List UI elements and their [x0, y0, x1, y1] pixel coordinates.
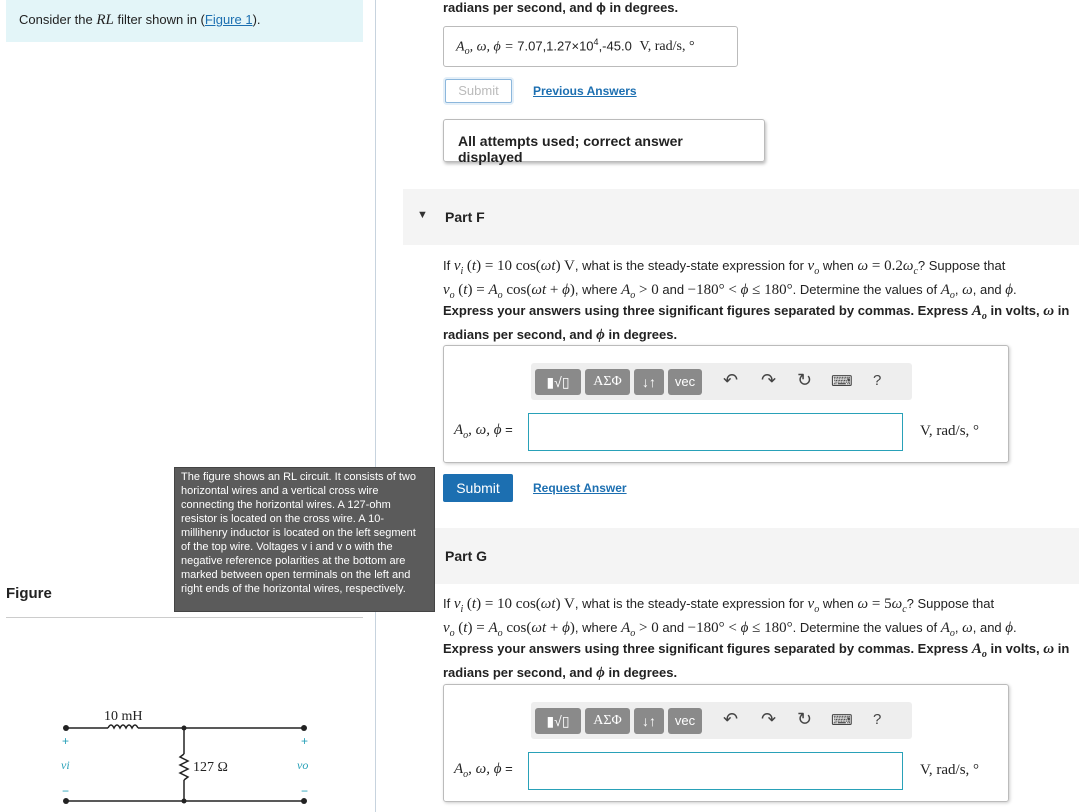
keyboard-icon[interactable]: ⌨	[831, 712, 853, 729]
intro-prefix: Consider the	[19, 12, 97, 27]
part-g-title: Part G	[445, 548, 488, 564]
resistor-label: 127 Ω	[193, 760, 228, 775]
previous-answers-link[interactable]: Previous Answers	[533, 84, 637, 98]
figure-alt-text-tooltip: The figure shows an RL circuit. It consists of two horizontal wires and a vertical cross wire connecting the horizontal wires. A 127-ohm resistor is located on the cross wire. A 10-millihenry inductor is located on the left segment of the top wire. Voltages v i and v o with the negative reference polarities at the bottom are marked between open terminals on the left and right ends of the horizontal wires, respectively.	[174, 467, 435, 612]
part-g-question-line2: $v_o$ $(t) = A_o$ cos(ωt + ϕ), where $A_o > 0$ and −180° < ϕ ≤ 180°. Determine the values of $A_o$, ω, and ϕ.	[443, 620, 1017, 639]
intro-middle: filter shown in (	[113, 12, 205, 27]
part-f-question-line2: $v_o$ $(t) = A_o$ cos(ωt + ϕ), where $A_o > 0$ and −180° < ϕ ≤ 180°. Determine the values of $A_o$, ω, and ϕ.	[443, 282, 1017, 301]
part-f-question	[443, 257, 1073, 305]
vi-plus: +	[62, 734, 70, 748]
rl-circuit-diagram	[50, 700, 330, 812]
help-button[interactable]: ?	[873, 372, 882, 389]
inductor-label: 10 mH	[104, 709, 143, 724]
arrows-button[interactable]: ↓↑	[634, 369, 664, 395]
answer-exponent: 4	[593, 37, 599, 47]
part-f-title: Part F	[445, 209, 485, 225]
figure-heading: Figure	[6, 585, 52, 602]
figure-divider	[6, 617, 363, 618]
part-g-question-line1: If $v_i$ (t) = 10 cos(ωt) V, what is the steady-state expression for $v_o$ when $\omega = 5\omega_c$? Suppose that	[443, 596, 995, 615]
part-g-answer-label: $A_o$, ω, ϕ =	[454, 761, 513, 780]
terminal-vo-top	[301, 725, 307, 731]
greek-letters-button[interactable]: ΑΣΦ	[585, 708, 630, 734]
vi-label: vi	[61, 758, 70, 772]
collapse-caret-icon[interactable]: ▼	[417, 209, 428, 221]
help-button[interactable]: ?	[873, 711, 882, 728]
answer-units: V, rad/s, °	[639, 39, 695, 55]
undo-icon[interactable]: ↶	[723, 370, 739, 390]
part-f-answer-box	[443, 345, 1009, 463]
part-f-answer-input[interactable]	[528, 413, 903, 451]
terminal-vi-top	[63, 725, 69, 731]
reset-icon[interactable]: ↻	[797, 709, 813, 729]
intro-variable: RL	[96, 12, 114, 28]
resistor	[180, 754, 188, 780]
part-f-math-toolbar	[531, 363, 912, 400]
undo-icon[interactable]: ↶	[723, 709, 739, 729]
part-g-instructions: Express your answers using three significant figures separated by commas. Express $A_o$ in volts, ω in radians per second, and ϕ in degrees.	[443, 641, 1070, 681]
figure-link[interactable]: Figure 1	[204, 12, 253, 27]
vo-minus: −	[301, 784, 309, 798]
vo-plus: +	[301, 734, 309, 748]
greek-letters-button[interactable]: ΑΣΦ	[585, 369, 630, 395]
part-e-instructions-tail: radians per second, and ϕ in degrees.	[443, 0, 679, 15]
part-g-answer-box	[443, 684, 1009, 802]
reset-icon[interactable]: ↻	[797, 370, 813, 390]
part-f-question-line1: If $v_i$ (t) = 10 cos(ωt) V, what is the steady-state expression for $v_o$ when $\omega = 0.2\omega_c$? Suppose that	[443, 258, 1006, 277]
vec-button[interactable]: vec	[668, 708, 702, 734]
redo-icon[interactable]: ↷	[761, 370, 777, 390]
vo-label: vo	[297, 758, 309, 772]
request-answer-link[interactable]: Request Answer	[533, 481, 627, 495]
vec-button[interactable]: vec	[668, 369, 702, 395]
part-e-submit-button[interactable]: Submit	[445, 79, 512, 103]
inductor	[108, 725, 138, 728]
terminal-vi-bottom	[63, 798, 69, 804]
answer-value: 7.07,1.27×10	[517, 38, 594, 54]
templates-button[interactable]: ▮√▯	[535, 369, 581, 395]
right-panel	[377, 0, 1079, 812]
part-f-instructions: Express your answers using three significant figures separated by commas. Express $A_o$ in volts, ω in radians per second, and ϕ in degrees.	[443, 303, 1070, 343]
part-f-answer-units: V, rad/s, °	[920, 423, 980, 439]
answer-var: A	[456, 39, 465, 55]
junction-top	[182, 726, 187, 731]
redo-icon[interactable]: ↷	[761, 709, 777, 729]
terminal-vo-bottom	[301, 798, 307, 804]
intro-suffix: ).	[252, 12, 261, 27]
part-f-answer-label: $A_o$, ω, ϕ =	[454, 422, 513, 441]
answer-var-sub: o	[464, 45, 470, 57]
problem-intro	[6, 0, 363, 42]
part-g-answer-units: V, rad/s, °	[920, 762, 980, 778]
templates-button[interactable]: ▮√▯	[535, 708, 581, 734]
vi-minus: −	[62, 784, 70, 798]
answer-vars-rest: , ω, ϕ =	[469, 39, 514, 55]
answer-value-tail: ,-45.0	[598, 38, 632, 54]
part-e-answer-display	[443, 26, 738, 67]
part-g-header[interactable]	[403, 528, 1079, 584]
part-f-submit-button[interactable]: Submit	[443, 474, 513, 502]
part-g-question	[443, 595, 1073, 643]
arrows-button[interactable]: ↓↑	[634, 708, 664, 734]
attempts-used-message: All attempts used; correct answer displayed	[443, 119, 765, 162]
part-g-answer-input[interactable]	[528, 752, 903, 790]
junction-bottom	[182, 799, 187, 804]
left-panel	[0, 0, 376, 812]
part-f-header[interactable]	[403, 189, 1079, 245]
keyboard-icon[interactable]: ⌨	[831, 373, 853, 390]
part-g-math-toolbar	[531, 702, 912, 739]
